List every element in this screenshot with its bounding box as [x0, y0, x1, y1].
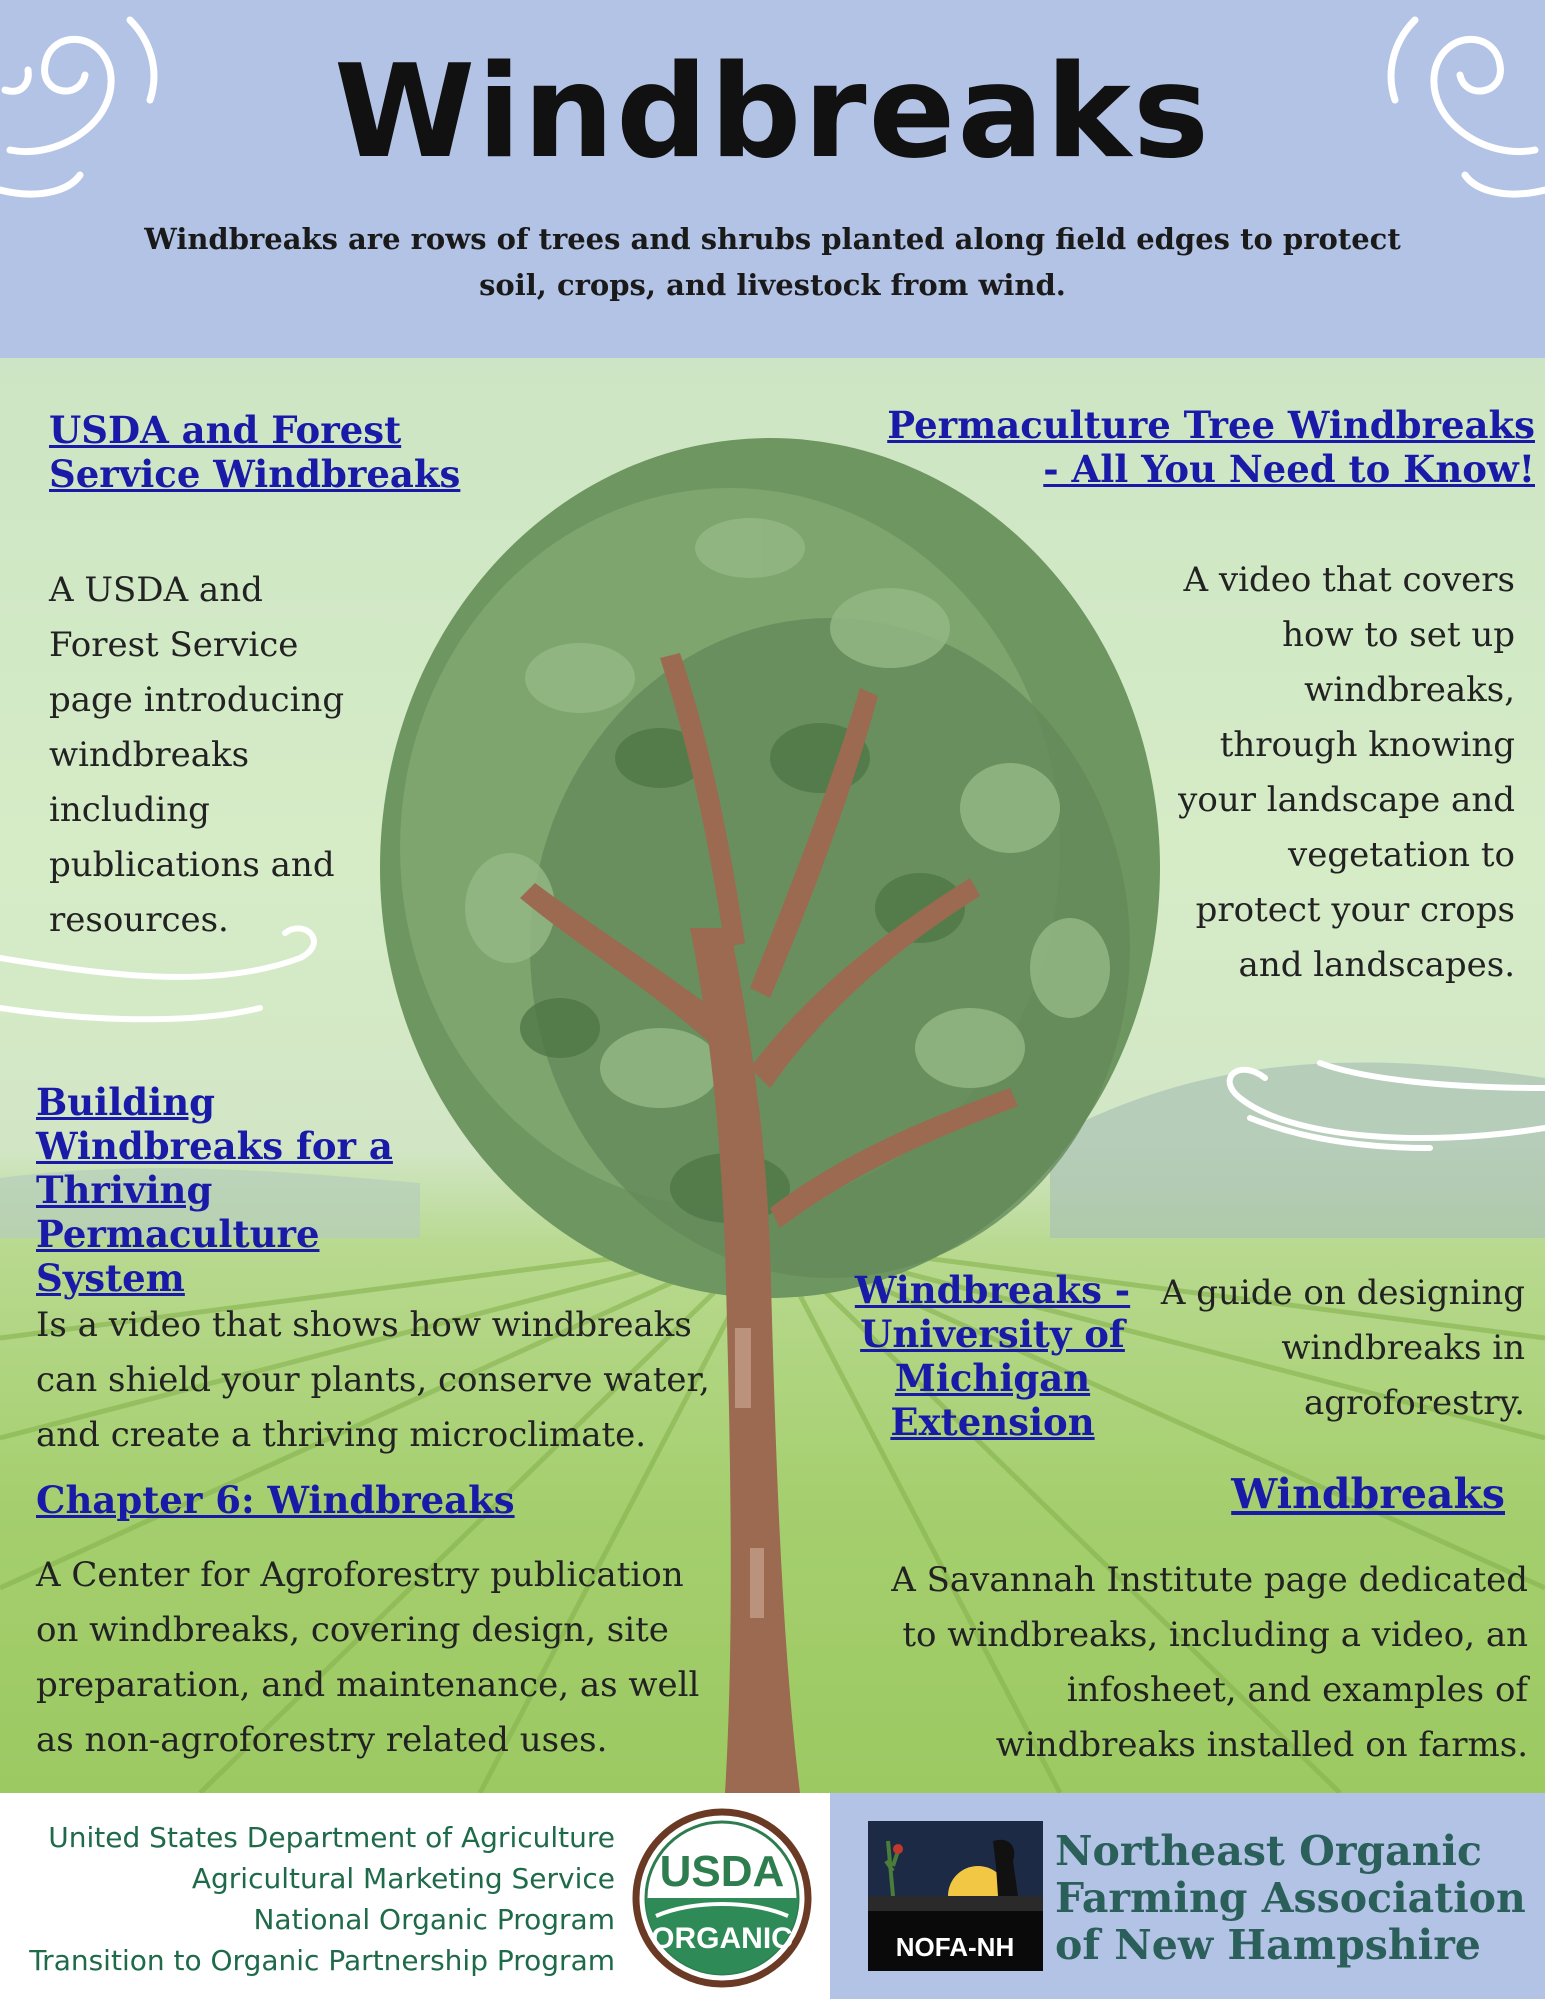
link-chapter-6-windbreaks[interactable]: Chapter 6: Windbreaks	[36, 1478, 515, 1522]
page-title: Windbreaks	[333, 38, 1212, 187]
nofa-name-line: of New Hampshire	[1055, 1921, 1481, 1969]
field-scene	[0, 358, 1545, 1793]
link-savannah-windbreaks[interactable]: Windbreaks	[1231, 1470, 1505, 1518]
permaculture-tree-description: A video that covers how to set up windbreaks, through knowing your landscape and vegetation to protect your crops and landscapes.	[1178, 560, 1515, 985]
usda-line: Agricultural Marketing Service	[191, 1862, 615, 1895]
usda-footer	[0, 1793, 830, 1999]
chapter-6-description: A Center for Agroforestry publication on windbreaks, covering design, site preparation, and maintenance, as well as non-agroforestry related uses.	[36, 1555, 700, 1760]
usda-line: Transition to Organic Partnership Program	[29, 1944, 615, 1977]
usda-seal-bottom-text: ORGANIC	[651, 1922, 793, 1955]
link-windbreaks-university-of-michigan[interactable]: Windbreaks - University of Michigan Extension	[854, 1268, 1131, 1444]
usda-line: United States Department of Agriculture	[48, 1821, 615, 1854]
nofa-logo-text: NOFA-NH	[895, 1932, 1015, 1962]
usda-seal-top-text: USDA	[659, 1847, 785, 1896]
page-subtitle: Windbreaks are rows of trees and shrubs planted along field edges to protect soil, crops, and livestock from wind.	[144, 222, 1401, 302]
building-windbreaks-description: Is a video that shows how windbreaks can shield your plants, conserve water, and create a thriving microclimate.	[36, 1305, 710, 1455]
usda-program-text	[29, 1817, 615, 1981]
nofa-footer	[830, 1793, 1545, 1999]
nofa-nh-logo-icon	[868, 1821, 1043, 1971]
savannah-institute-description: A Savannah Institute page dedicated to windbreaks, including a video, an infosheet, and examples of windbreaks installed on farms.	[891, 1560, 1528, 1765]
usda-line: National Organic Program	[253, 1903, 615, 1936]
umich-windbreaks-description: A guide on designing windbreaks in agroforestry.	[1160, 1273, 1525, 1423]
header-banner	[0, 0, 1545, 358]
usda-organic-seal-icon	[632, 1808, 812, 1988]
link-building-windbreaks-permaculture[interactable]: Building Windbreaks for a Thriving Permaculture System	[36, 1080, 393, 1300]
nofa-name-line: Northeast Organic	[1055, 1827, 1483, 1875]
link-permaculture-tree-windbreaks[interactable]: Permaculture Tree Windbreaks - All You Need to Know!	[887, 403, 1535, 491]
nofa-organization-name	[1055, 1828, 1526, 1969]
usda-windbreaks-description: A USDA and Forest Service page introducing windbreaks including publications and resources.	[49, 570, 345, 940]
link-usda-forest-service-windbreaks[interactable]: USDA and Forest Service Windbreaks	[49, 408, 461, 496]
nofa-name-line: Farming Association	[1055, 1874, 1526, 1922]
